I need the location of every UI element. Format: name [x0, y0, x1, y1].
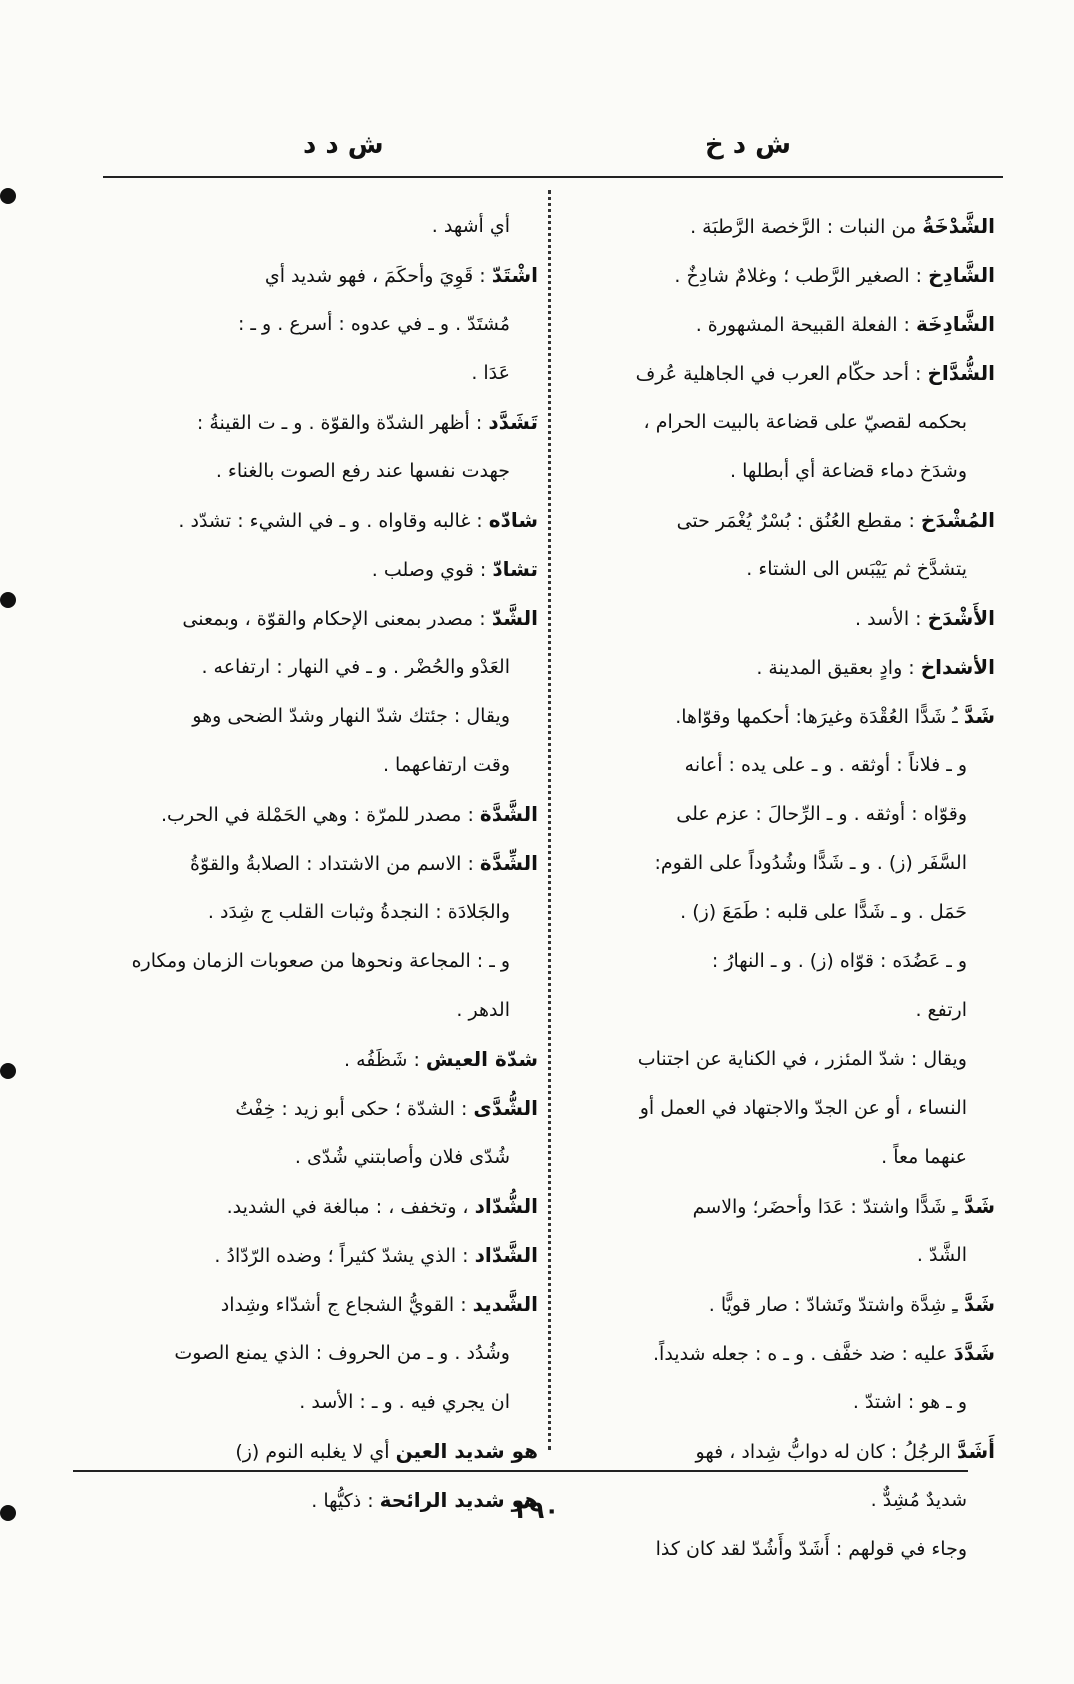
entry-line — [555, 300, 995, 349]
entry-line — [118, 594, 538, 643]
entry-headword: شَدَّ — [963, 1194, 995, 1218]
entry-line — [118, 1133, 538, 1182]
entry-headword: الشَّدّاد — [474, 1243, 538, 1267]
entry-headword: هو شديد الرائحة — [379, 1488, 538, 1512]
entry-text: والجَلادَة : النجدةُ وثبات القلب ج شِدَد . — [207, 901, 510, 923]
entry-line — [555, 937, 995, 986]
entry-text: : أحد حكّام العرب في الجاهلية عُرف — [635, 363, 928, 385]
entry-line — [555, 790, 995, 839]
entry-line — [118, 790, 538, 839]
left-column — [118, 202, 538, 1525]
entry-text: و ـ : المجاعة ونحوها من صعوبات الزمان ومكاره — [131, 950, 510, 972]
entry-line — [118, 447, 538, 496]
entry-text: عليه : ضد خفَّف . و ـ ه : جعله شديداً. — [653, 1343, 954, 1365]
entry-headword: الشَّدْخَةُ — [922, 214, 995, 238]
entry-line — [555, 1525, 995, 1574]
entry-text: الشَّدّ . — [916, 1244, 967, 1266]
entry-line — [118, 888, 538, 937]
entry-text: الدهر . — [456, 999, 510, 1021]
entry-line — [118, 1084, 538, 1133]
entry-line — [555, 1427, 995, 1476]
entry-line — [118, 839, 538, 888]
entry-text: الرجُلُ : كان له دوابُّ شِداد ، فهو — [695, 1441, 957, 1463]
binding-hole — [0, 1063, 16, 1079]
entry-text: وقت ارتفاعهما . — [382, 754, 510, 776]
header-root-right: ش د خ — [704, 130, 791, 160]
page-number: ٢٩٠ — [515, 1496, 559, 1524]
entry-text: ـِ شِدَّة واشتدّ وتَشادّ : صار قويًّا . — [708, 1294, 964, 1316]
entry-text: : وادٍ بعقيق المدينة . — [756, 657, 921, 679]
entry-headword: الأَشْدَخ — [927, 606, 995, 630]
entry-text: جهدت نفسها عند رفع الصوت بالغناء . — [215, 460, 510, 482]
entry-text: عَدَا . — [471, 362, 510, 384]
entry-text: و ـ هو : اشتدّ . — [852, 1391, 967, 1413]
entry-headword: أَشَدَّ — [956, 1439, 995, 1463]
entry-headword: الأشداخ — [920, 655, 995, 679]
entry-headword: الشُّدَّاخ — [927, 361, 995, 385]
entry-text: أي أشهد . — [431, 215, 510, 237]
entry-line — [118, 692, 538, 741]
entry-line — [118, 986, 538, 1035]
entry-text: : أظهر الشدّة والقوّة . و ـ ت القينةُ : — [196, 412, 489, 434]
entry-text: : شَظَفُه . — [344, 1049, 426, 1071]
entry-headword: هو شديد العين — [395, 1439, 538, 1463]
entry-text: و ـ فلاناً : أوثقه . و ـ على يده : أعانه — [684, 754, 967, 776]
entry-text: السَّفَر (ز) . و ـ شَدًّا وشُدُوداً على القوم: — [654, 852, 967, 874]
entry-text: بحكمه لقصيّ على قضاعة بالبيت الحرام ، — [643, 411, 967, 433]
entry-line — [118, 741, 538, 790]
entry-line — [555, 1231, 995, 1280]
entry-headword: الشُّدَّى — [473, 1096, 538, 1120]
entry-headword: الشُّدّاد — [474, 1194, 538, 1218]
entry-text: : القويُّ الشجاع ج أشدّاء وشِداد — [220, 1294, 473, 1316]
entry-headword: تَشَدَّد — [488, 410, 538, 434]
entry-line — [118, 1427, 538, 1476]
entry-line — [555, 986, 995, 1035]
entry-headword: المُشْدَخ — [920, 508, 995, 532]
header-rule — [103, 176, 1003, 178]
entry-line — [555, 888, 995, 937]
entry-text: و ـ عَضُدَه : قوّاه (ز) . و ـ النهارُ : — [711, 950, 967, 972]
entry-line — [555, 1035, 995, 1084]
entry-text: : مقطع العُنُق : بُسْرٌ يُغْمَر حتى — [676, 510, 921, 532]
entry-text: : الصغير الرَّطب ؛ وغلامٌ شادِخٌ . — [674, 265, 929, 287]
entry-text: وشُدُد . و ـ من الحروف : الذي يمنع الصوت — [174, 1342, 510, 1364]
entry-line — [555, 398, 995, 447]
entry-text: : ذكيُّها . — [311, 1490, 380, 1512]
entry-line — [118, 1329, 538, 1378]
entry-line — [555, 545, 995, 594]
entry-text: شديدٌ مُشِدٌّ . — [870, 1489, 967, 1511]
entry-line — [555, 447, 995, 496]
entry-line — [118, 1231, 538, 1280]
column-divider — [548, 190, 551, 1450]
entry-headword: الشَّادِخ — [928, 263, 995, 287]
entry-headword: شادّه — [488, 508, 538, 532]
entry-headword: اشْتَدّ — [491, 263, 538, 287]
entry-text: : مصدر للمرّة : وهي الحَمْلة في الحرب. — [161, 804, 480, 826]
entry-text: يتشدَّخ ثم يَيْبَس الى الشتاء . — [746, 558, 967, 580]
binding-hole — [0, 592, 16, 608]
entry-line — [555, 692, 995, 741]
entry-headword: تشادّ — [492, 557, 538, 581]
entry-text: أي لا يغلبه النوم (ز) — [235, 1441, 396, 1463]
right-column — [555, 202, 995, 1574]
entry-line — [118, 937, 538, 986]
header-root-left: ش د د — [303, 130, 384, 160]
entry-text: : الاسم من الاشتداد : الصلابةُ والقوّةُ — [190, 853, 480, 875]
entry-line — [118, 1280, 538, 1329]
entry-text: : غالبه وقاواه . و ـ في الشيء : تشدّد . — [178, 510, 489, 532]
entry-line — [118, 1035, 538, 1084]
entry-text: : قوي وصلب . — [371, 559, 493, 581]
entry-line — [555, 349, 995, 398]
entry-headword: الشَّادِخَة — [915, 312, 995, 336]
entry-headword: الشَّدَّة — [479, 802, 538, 826]
entry-text: ارتفع . — [915, 999, 967, 1021]
entry-line — [555, 1084, 995, 1133]
footer-rule — [73, 1470, 968, 1472]
entry-line — [118, 643, 538, 692]
entry-headword: شدّة العيش — [425, 1047, 538, 1071]
entry-text: : الأسد . — [855, 608, 928, 630]
entry-headword: الشَّديد — [472, 1292, 538, 1316]
entry-line — [555, 251, 995, 300]
entry-text: وقوّاه : أوثقه . و ـ الرِّحالَ : عزم على — [676, 803, 967, 825]
entry-headword: شَدَّ — [963, 1292, 995, 1316]
entry-text: النساء ، أو عن الجدّ والاجتهاد في العمل أو — [639, 1097, 967, 1119]
entry-headword: الشَّدّ — [491, 606, 538, 630]
binding-hole — [0, 188, 16, 204]
entry-line — [555, 741, 995, 790]
entry-text: : مصدر بمعنى الإحكام والقوّة ، وبمعنى — [182, 608, 492, 630]
entry-line — [118, 202, 538, 251]
entry-headword: شَدَّ — [963, 704, 995, 728]
entry-text: مُشتَدّ . و ـ في عدوه : أسرع . و ـ : — [237, 313, 510, 335]
entry-headword: الشِّدَّة — [479, 851, 538, 875]
entry-line — [555, 1378, 995, 1427]
entry-line — [555, 202, 995, 251]
entry-line — [118, 251, 538, 300]
entry-text: ويقال : جئتك شدّ النهار وشدّ الضحى وهو — [192, 705, 510, 727]
entry-headword: شَدَّدَ — [953, 1341, 995, 1365]
entry-text: : الفعلة القبيحة المشهورة . — [695, 314, 916, 336]
entry-line — [118, 398, 538, 447]
entry-text: عنهما معاً . — [881, 1146, 967, 1168]
entry-line — [555, 1133, 995, 1182]
entry-text: شُدّى فلان وأصابتني شُدّى . — [294, 1146, 510, 1168]
entry-text: العَدْو والحُضْر . و ـ في النهار : ارتفاعه . — [201, 656, 510, 678]
entry-line — [555, 1280, 995, 1329]
entry-line — [555, 594, 995, 643]
entry-line — [555, 496, 995, 545]
entry-line — [118, 545, 538, 594]
entry-line — [118, 300, 538, 349]
entry-text: : الشدّة ؛ حكى أبو زيد : خِفْتُ — [235, 1098, 474, 1120]
entry-line — [555, 1182, 995, 1231]
entry-text: من النبات : الرَّخصة الرَّطبَة . — [690, 216, 923, 238]
entry-line — [118, 1182, 538, 1231]
entry-line — [118, 349, 538, 398]
entry-line — [555, 839, 995, 888]
entry-text: ويقال : شدّ المئزر ، في الكناية عن اجتناب — [637, 1048, 967, 1070]
entry-text: : قَوِيَ وأحكَمَ ، فهو شديد أي — [264, 265, 492, 287]
entry-text: ـُ شَدًّا العُقْدَة وغيرَها: أحكمها وقوّاها. — [675, 706, 964, 728]
entry-text: ان يجري فيه . و ـ : الأسد . — [299, 1391, 510, 1413]
entry-text: حَمَل . و ـ شَدًّا على قلبه : طَمَعَ (ز) . — [680, 901, 967, 923]
entry-line — [555, 1329, 995, 1378]
entry-text: وشدَخ دماء قضاعة أي أبطلها . — [730, 460, 967, 482]
entry-text: ـِ شَدًّا واشتدّ : عَدَا وأحضَر؛ والاسم — [692, 1196, 964, 1218]
entry-line — [555, 643, 995, 692]
entry-line — [118, 1378, 538, 1427]
entry-text: : الذي يشدّ كثيراً ؛ وضده الرّدّادُ . — [214, 1245, 475, 1267]
entry-line — [118, 496, 538, 545]
entry-text: وجاء في قولهم : أَشَدّ وأَشُدّ لقد كان كذا — [655, 1538, 967, 1560]
entry-text: ، وتخفف ، : مبالغة في الشديد. — [226, 1196, 475, 1218]
